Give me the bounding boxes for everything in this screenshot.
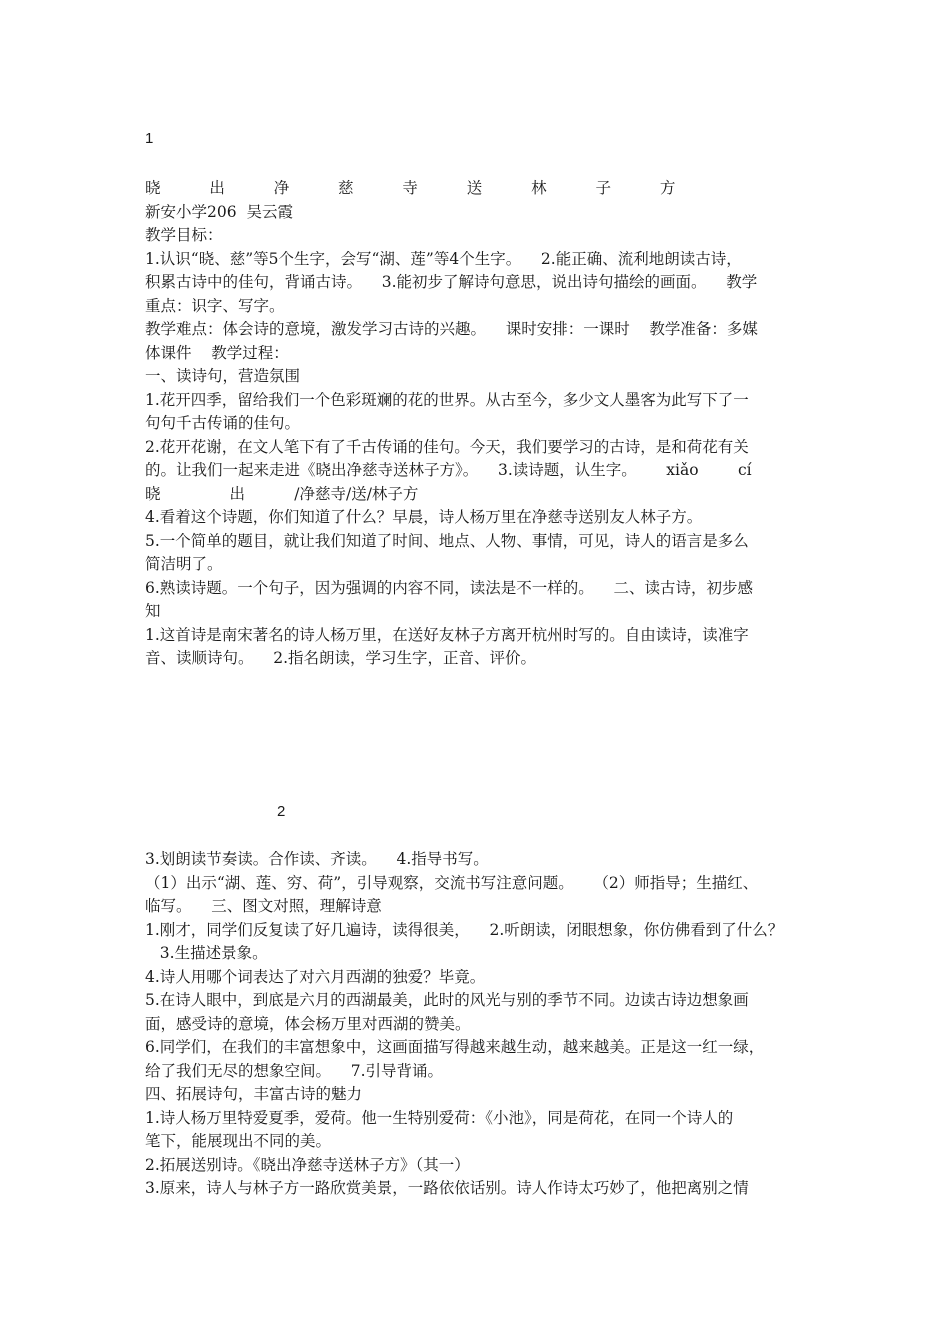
text-line: 3.原来，诗人与林子方一路欣赏美景，一路依依话别。诗人作诗太巧妙了，他把离别之情	[145, 1179, 749, 1197]
text-line: 重点：识字、写字。	[145, 296, 285, 315]
author-line: 新安小学206 吴云霞	[145, 202, 293, 221]
text-line: 1.刚才，同学们反复读了好几遍诗，读得很美， 2.听朗读，闭眼想象，你仿佛看到了什么？	[145, 920, 784, 939]
text-line: 2.花开花谢，在文人笔下有了千古传诵的佳句。今天，我们要学习的古诗，是和荷花有关	[145, 437, 749, 456]
document-title: 晓 出 净 慈 寺 送 林 子 方	[145, 179, 689, 197]
section-heading: 四、拓展诗句，丰富古诗的魅力	[145, 1085, 363, 1103]
section-heading: 一、读诗句，营造氛围	[145, 367, 301, 385]
text-line: 知	[145, 602, 161, 620]
text-line: 句句千古传诵的佳句。	[145, 414, 301, 432]
page-1-body	[145, 177, 815, 671]
text-line: 的。让我们一起来走进《晓出净慈寺送林子方》。 3.读诗题，认生字。 xiǎo cí	[145, 461, 752, 479]
text-line: 3.划朗读节奏读。合作读、齐读。 4.指导书写。	[145, 850, 489, 868]
text-line: 1.认识“晓、慈”等5个生字，会写“湖、莲”等4个生字。 2.能正确、流利地朗读古诗，	[145, 249, 742, 268]
text-line: （1）出示“湖、莲、穷、荷”，引导观察，交流书写注意问题。 （2）师指导；生描红、	[145, 873, 759, 892]
text-line: 晓 出 /净慈寺/送/林子方	[145, 484, 419, 503]
page-number-1: 1	[145, 130, 154, 147]
text-line: 4.诗人用哪个词表达了对六月西湖的独爱？毕竟。	[145, 967, 486, 986]
text-line: 6.同学们，在我们的丰富想象中，这画面描写得越来越生动，越来越美。正是这一红一绿，	[145, 1038, 765, 1056]
text-line: 2.拓展送别诗。《晓出净慈寺送林子方》（其一）	[145, 1155, 470, 1174]
section-heading: 教学目标：	[145, 226, 223, 244]
text-line: 1.花开四季，留给我们一个色彩斑斓的花的世界。从古至今，多少文人墨客为此写下了一	[145, 390, 749, 409]
page-2-body	[145, 848, 815, 1201]
text-line: 临写。 三、图文对照，理解诗意	[145, 897, 382, 915]
text-line: 给了我们无尽的想象空间。 7.引导背诵。	[145, 1061, 443, 1080]
text-line: 音、读顺诗句。 2.指名朗读，学习生字，正音、评价。	[145, 649, 536, 667]
text-line: 笔下，能展现出不同的美。	[145, 1132, 332, 1150]
text-line: 1.诗人杨万里特爱夏季，爱荷。他一生特别爱荷：《小池》，同是荷花，在同一个诗人的	[145, 1108, 734, 1127]
text-line: 6.熟读诗题。一个句子，因为强调的内容不同，读法是不一样的。 二、读古诗，初步感	[145, 578, 753, 597]
text-line: 体课件 教学过程：	[145, 343, 289, 362]
text-line: 面，感受诗的意境，体会杨万里对西湖的赞美。	[145, 1014, 471, 1033]
text-line: 3.生描述景象。	[145, 944, 268, 962]
page-number-2: 2	[277, 803, 286, 820]
text-line: 5.在诗人眼中，到底是六月的西湖最美，此时的风光与别的季节不同。边读古诗边想象画	[145, 991, 749, 1009]
text-line: 教学难点：体会诗的意境，激发学习古诗的兴趣。 课时安排：一课时 教学准备：多媒	[145, 320, 758, 338]
text-line: 4.看着这个诗题，你们知道了什么？早晨，诗人杨万里在净慈寺送别友人林子方。	[145, 508, 703, 526]
text-line: 简洁明了。	[145, 555, 223, 573]
text-line: 积累古诗中的佳句，背诵古诗。 3.能初步了解诗句意思，说出诗句描绘的画面。 教学	[145, 273, 758, 291]
text-line: 1.这首诗是南宋著名的诗人杨万里，在送好友林子方离开杭州时写的。自由读诗，读准字	[145, 625, 749, 644]
text-line: 5.一个简单的题目，就让我们知道了时间、地点、人物、事情，可见，诗人的语言是多么	[145, 531, 749, 550]
